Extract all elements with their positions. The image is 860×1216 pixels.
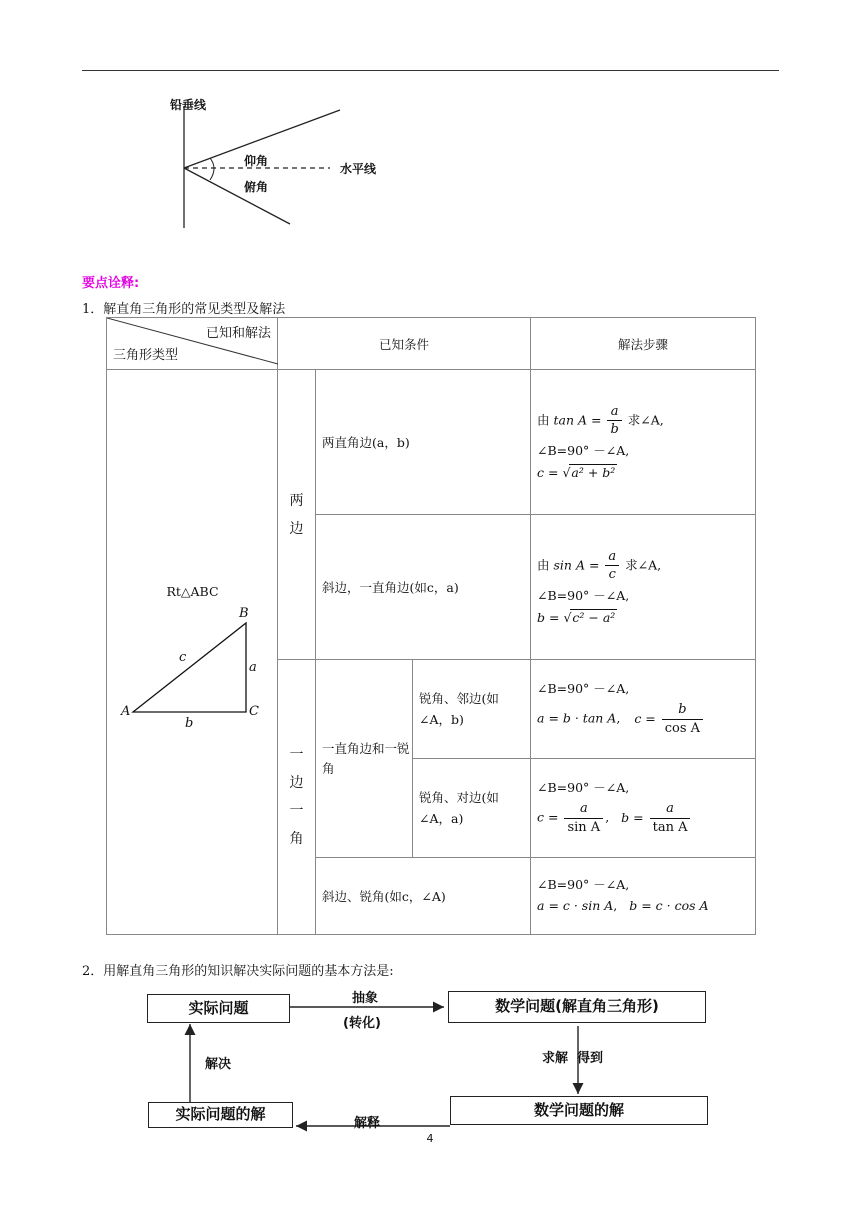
arrow-solve-get-label: 求解 得到 (542, 1051, 604, 1066)
vertex-b: B (239, 606, 249, 621)
group-side-angle-char: 一 (289, 803, 304, 819)
arrow-resolve-label: 解决 (205, 1057, 232, 1072)
depression-angle-label: 俯角 (244, 180, 269, 194)
row4-c-fraction (564, 800, 603, 836)
group-two-sides (278, 370, 316, 660)
row5-condition: 斜边、锐角(如c，∠A) (316, 858, 531, 935)
row5-steps (531, 858, 756, 935)
row2-step3-root: c² − a² (572, 609, 616, 625)
group-side-angle-char: 角 (289, 831, 304, 847)
row4-condition: 锐角、对边(如∠A，a) (413, 759, 531, 858)
triangle-label: Rt△ABC (166, 584, 219, 599)
header-rule (82, 70, 779, 71)
side-a: a (249, 660, 257, 675)
row5-step1: ∠B=90° －∠A, (537, 877, 630, 893)
header-diagonal-cell (107, 318, 278, 370)
row3-sep: , (616, 710, 621, 726)
vertical-line-label: 铅垂线 (170, 98, 207, 112)
side-c: c (179, 650, 187, 665)
header-steps: 解法步骤 (531, 318, 756, 370)
row1-num: a (607, 403, 621, 422)
row2-step2: ∠B=90° －∠A, (537, 587, 630, 603)
horizontal-line-label: 水平线 (340, 162, 377, 176)
row1-fraction (607, 403, 621, 439)
row1-step-prefix: 由 (537, 412, 550, 428)
practical-problem-box: 实际问题 (147, 994, 290, 1023)
row3-fraction (662, 701, 703, 737)
row1-den: b (610, 422, 619, 438)
row2-den: c (608, 567, 616, 583)
row3-step2b-lhs: c = (634, 710, 656, 726)
group-two-sides-char: 边 (289, 520, 304, 537)
group-two-sides-char: 两 (289, 492, 304, 509)
row4-step1: ∠B=90° －∠A, (537, 779, 630, 795)
group-side-angle-char: 边 (289, 775, 304, 791)
side-b: b (185, 716, 194, 731)
row4-b-fraction (650, 800, 691, 836)
row1-step-suffix: 求∠A, (627, 412, 664, 428)
row2-step-suffix: 求∠A, (625, 557, 662, 573)
right-triangle-figure (117, 620, 277, 740)
row4-sep: , (605, 809, 610, 825)
row2-fraction (605, 548, 619, 584)
solution-table (106, 317, 756, 935)
row1-step-eq: tan A = (553, 412, 602, 428)
math-problem-box: 数学问题(解直角三角形) (448, 991, 706, 1023)
row2-num: a (605, 548, 619, 567)
elevation-angle-label: 仰角 (244, 154, 269, 168)
row4-c-lhs: c = (537, 809, 559, 825)
row2-step-eq: sin A = (553, 557, 600, 573)
page-number: 4 (426, 1132, 434, 1145)
group-side-angle (278, 660, 316, 935)
row3-steps (531, 660, 756, 759)
header-known-solution: 已知和解法 (205, 326, 271, 341)
row5-step2a: a = c · sin A (537, 898, 614, 913)
row1-step2: ∠B=90° －∠A, (537, 442, 630, 458)
row1-steps: 由 tan A = $\frac{a}{b}$ 求∠A, ∠B=90° －∠A, c = √a² + b² (531, 370, 756, 515)
row3-condition: 锐角、邻边(如∠A，b) (413, 660, 531, 759)
row1-step3-lhs: c = (537, 464, 559, 480)
flow-arrows (0, 980, 860, 1140)
row2-step3-lhs: b = (537, 609, 560, 625)
row1-step3-root: a² + b² (571, 464, 616, 480)
math-solution-box: 数学问题的解 (450, 1096, 708, 1125)
row3-den: cos A (664, 720, 701, 736)
row5-step2b: b = c · cos A (629, 898, 709, 913)
row5-sep: , (613, 898, 618, 913)
item1-title: 1．解直角三角形的常见类型及解法 (82, 302, 286, 317)
notes-title: 要点诠释: (82, 276, 140, 291)
row4-b-num: a (650, 800, 691, 819)
practical-solution-box: 实际问题的解 (148, 1102, 293, 1128)
row3-num: b (662, 701, 703, 720)
triangle-cell (107, 370, 278, 935)
vertex-c: C (249, 704, 259, 719)
row4-c-den: sin A (567, 819, 601, 835)
row3-step2a: a = b · tan A (537, 710, 617, 726)
row3-group-condition: 一直角边和一锐角 (316, 660, 413, 858)
row2-steps: 由 sin A = $\frac{a}{c}$ 求∠A, ∠B=90° －∠A, b = √c² − a² (531, 515, 756, 660)
vertex-a: A (121, 704, 131, 719)
arrow-transform-label: (转化) (343, 1016, 381, 1031)
item2-title: 2．用解直角三角形的知识解决实际问题的基本方法是: (82, 964, 394, 979)
header-triangle-type: 三角形类型 (113, 348, 179, 363)
row4-b-den: tan A (652, 819, 688, 835)
row2-step-prefix: 由 (537, 557, 550, 573)
arrow-explain-label: 解释 (354, 1116, 381, 1131)
group-side-angle-char: 一 (289, 747, 304, 763)
row4-b-lhs: b = (621, 809, 644, 825)
row1-condition: 两直角边(a，b) (316, 370, 531, 515)
row4-steps (531, 759, 756, 858)
arrow-abstract-label: 抽象 (352, 991, 379, 1006)
header-known: 已知条件 (278, 318, 531, 370)
row4-c-num: a (564, 800, 603, 819)
row2-condition: 斜边，一直角边(如c，a) (316, 515, 531, 660)
row3-step1: ∠B=90° －∠A, (537, 680, 630, 696)
